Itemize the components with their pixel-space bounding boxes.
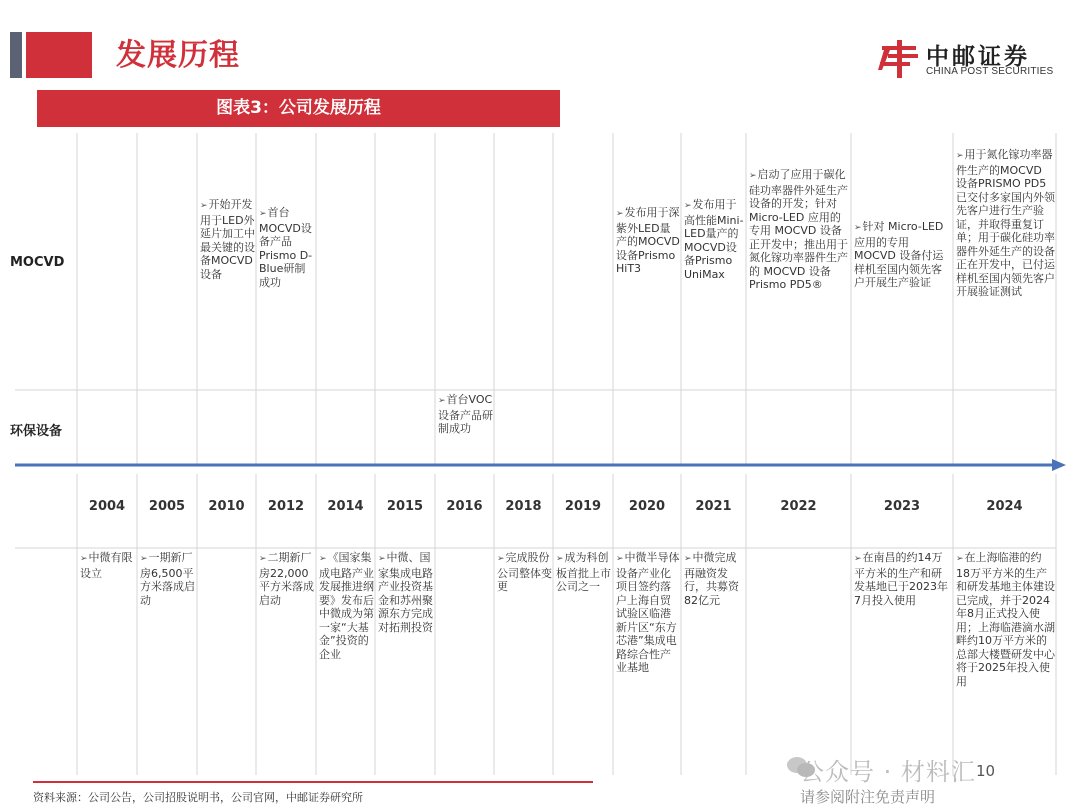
arrow-bullet-icon: ➢ bbox=[684, 201, 692, 211]
page-title: 发展历程 bbox=[116, 38, 240, 73]
year-2023: 2023 bbox=[883, 499, 921, 514]
logo-name-cn: 中邮证券 bbox=[926, 44, 1030, 70]
arrow-bullet-icon: ➢ bbox=[378, 554, 386, 564]
company-event-2023: ➢在南昌的约14万平方米的生产和研发基地已于2023年7月投入使用 bbox=[854, 551, 948, 607]
company-event-2019: ➢成为科创板首批上市公司之一 bbox=[556, 551, 611, 593]
arrow-bullet-icon: ➢ bbox=[556, 554, 564, 564]
arrow-bullet-icon: ➢ bbox=[259, 554, 267, 564]
year-2015: 2015 bbox=[386, 499, 424, 514]
year-2024: 2024 bbox=[986, 499, 1023, 514]
arrow-bullet-icon: ➢ bbox=[200, 201, 208, 211]
year-2012: 2012 bbox=[267, 499, 305, 514]
mocvd-event-2010: ➢开始开发用于LED外延片加工中最关键的设备MOCVD 设备 bbox=[200, 198, 255, 281]
arrow-bullet-icon: ➢ bbox=[616, 554, 624, 564]
arrow-bullet-icon: ➢ bbox=[749, 171, 757, 181]
mocvd-event-2022: ➢启动了应用于碳化硅功率器件外延生产设备的开发；针对 Micro-LED 应用的专用 MOCVD 设备正开发中；推出用于氮化镓功率器件生产的 MOCVD 设备 Prismo PD5® bbox=[749, 168, 848, 291]
arrow-bullet-icon: ➢ bbox=[616, 209, 624, 219]
arrow-bullet-icon: ➢ bbox=[319, 554, 327, 564]
year-2022: 2022 bbox=[780, 499, 817, 514]
company-event-2012: ➢二期新厂房22,000平方米落成启动 bbox=[259, 551, 314, 607]
arrow-bullet-icon: ➢ bbox=[854, 223, 862, 233]
company-event-2015: ➢中微、国家集成电路产业投资基金和苏州聚源东方完成对拓荆投资 bbox=[378, 551, 433, 634]
company-event-2005: ➢一期新厂房6,500平方米落成启动 bbox=[140, 551, 195, 607]
arrow-bullet-icon: ➢ bbox=[684, 554, 692, 564]
year-2005: 2005 bbox=[148, 499, 186, 514]
mocvd-event-2024: ➢用于氮化镓功率器件生产的MOCVD 设备PRISMO PD5已交付多家国内外领先客户进行生产验证，并取得重复订单；用于碳化硅功率器件外延生产的设备正在开发中，已付运样机至国内领先客户开展验证测试 bbox=[956, 148, 1055, 298]
logo-name-en: CHINA POST SECURITIES bbox=[926, 66, 1054, 77]
year-2010: 2010 bbox=[208, 499, 245, 514]
year-2019: 2019 bbox=[564, 499, 602, 514]
year-2021: 2021 bbox=[695, 499, 732, 514]
company-event-2024: ➢在上海临港的约18万平方米的生产和研发基地主体建设已完成，并于2024年8月正式投入使用；上海临港滴水湖畔约10万平方米的总部大楼暨研发中心将于2025年投入使用 bbox=[956, 551, 1055, 688]
company-event-2020: ➢中微半导体设备产业化项目签约落户上海自贸试验区临港新片区“东方芯港”集成电路综合性产业基地 bbox=[616, 551, 680, 674]
mocvd-event-2021: ➢发布用于高性能Mini-LED量产的MOCVD设备Prismo UniMax bbox=[684, 198, 744, 281]
year-2018: 2018 bbox=[505, 499, 542, 514]
arrow-bullet-icon: ➢ bbox=[80, 554, 88, 564]
company-event-2021: ➢中微完成再融资发行，共募资82亿元 bbox=[684, 551, 739, 607]
mocvd-event-2020: ➢发布用于深紫外LED量产的MOCVD设备Prismo HiT3 bbox=[616, 206, 680, 275]
source-note: 资料来源：公司公告，公司招股说明书，公司官网，中邮证券研究所 bbox=[33, 791, 363, 804]
company-event-2018: ➢完成股份公司整体变更 bbox=[497, 551, 552, 593]
company-event-2014: ➢《国家集成电路产业发展推进纲要》发布后中微成为第一家“大基金”投资的企业 bbox=[319, 551, 374, 661]
arrow-bullet-icon: ➢ bbox=[140, 554, 148, 564]
env-event-2016: ➢首台VOC设备产品研制成功 bbox=[438, 393, 493, 435]
year-2020: 2020 bbox=[628, 499, 666, 514]
mocvd-event-2023: ➢针对 Micro-LED 应用的专用 MOCVD 设备付运样机至国内领先客户开展生产验证 bbox=[854, 220, 944, 289]
arrow-bullet-icon: ➢ bbox=[956, 151, 964, 161]
mocvd-event-2012: ➢首台MOCVD设备产品Prismo D-Blue研制成功 bbox=[259, 206, 313, 289]
year-2016: 2016 bbox=[446, 499, 483, 514]
row-label-mocvd: MOCVD bbox=[10, 255, 65, 270]
source-divider bbox=[33, 781, 593, 783]
company-event-2004: ➢中微有限设立 bbox=[80, 551, 133, 580]
arrow-bullet-icon: ➢ bbox=[497, 554, 505, 564]
figure-title: 图表3：公司发展历程 bbox=[216, 98, 381, 118]
arrow-bullet-icon: ➢ bbox=[438, 396, 446, 406]
disclaimer-note: 请参阅附注免责声明 bbox=[800, 788, 936, 806]
year-2004: 2004 bbox=[88, 499, 126, 514]
arrow-bullet-icon: ➢ bbox=[854, 554, 862, 564]
arrow-bullet-icon: ➢ bbox=[259, 209, 267, 219]
year-2014: 2014 bbox=[327, 499, 364, 514]
watermark: 公众号 · 材料汇 bbox=[800, 758, 976, 786]
row-label-env: 环保设备 bbox=[10, 424, 63, 439]
page-number: 10 bbox=[976, 762, 996, 780]
arrow-bullet-icon: ➢ bbox=[956, 554, 964, 564]
